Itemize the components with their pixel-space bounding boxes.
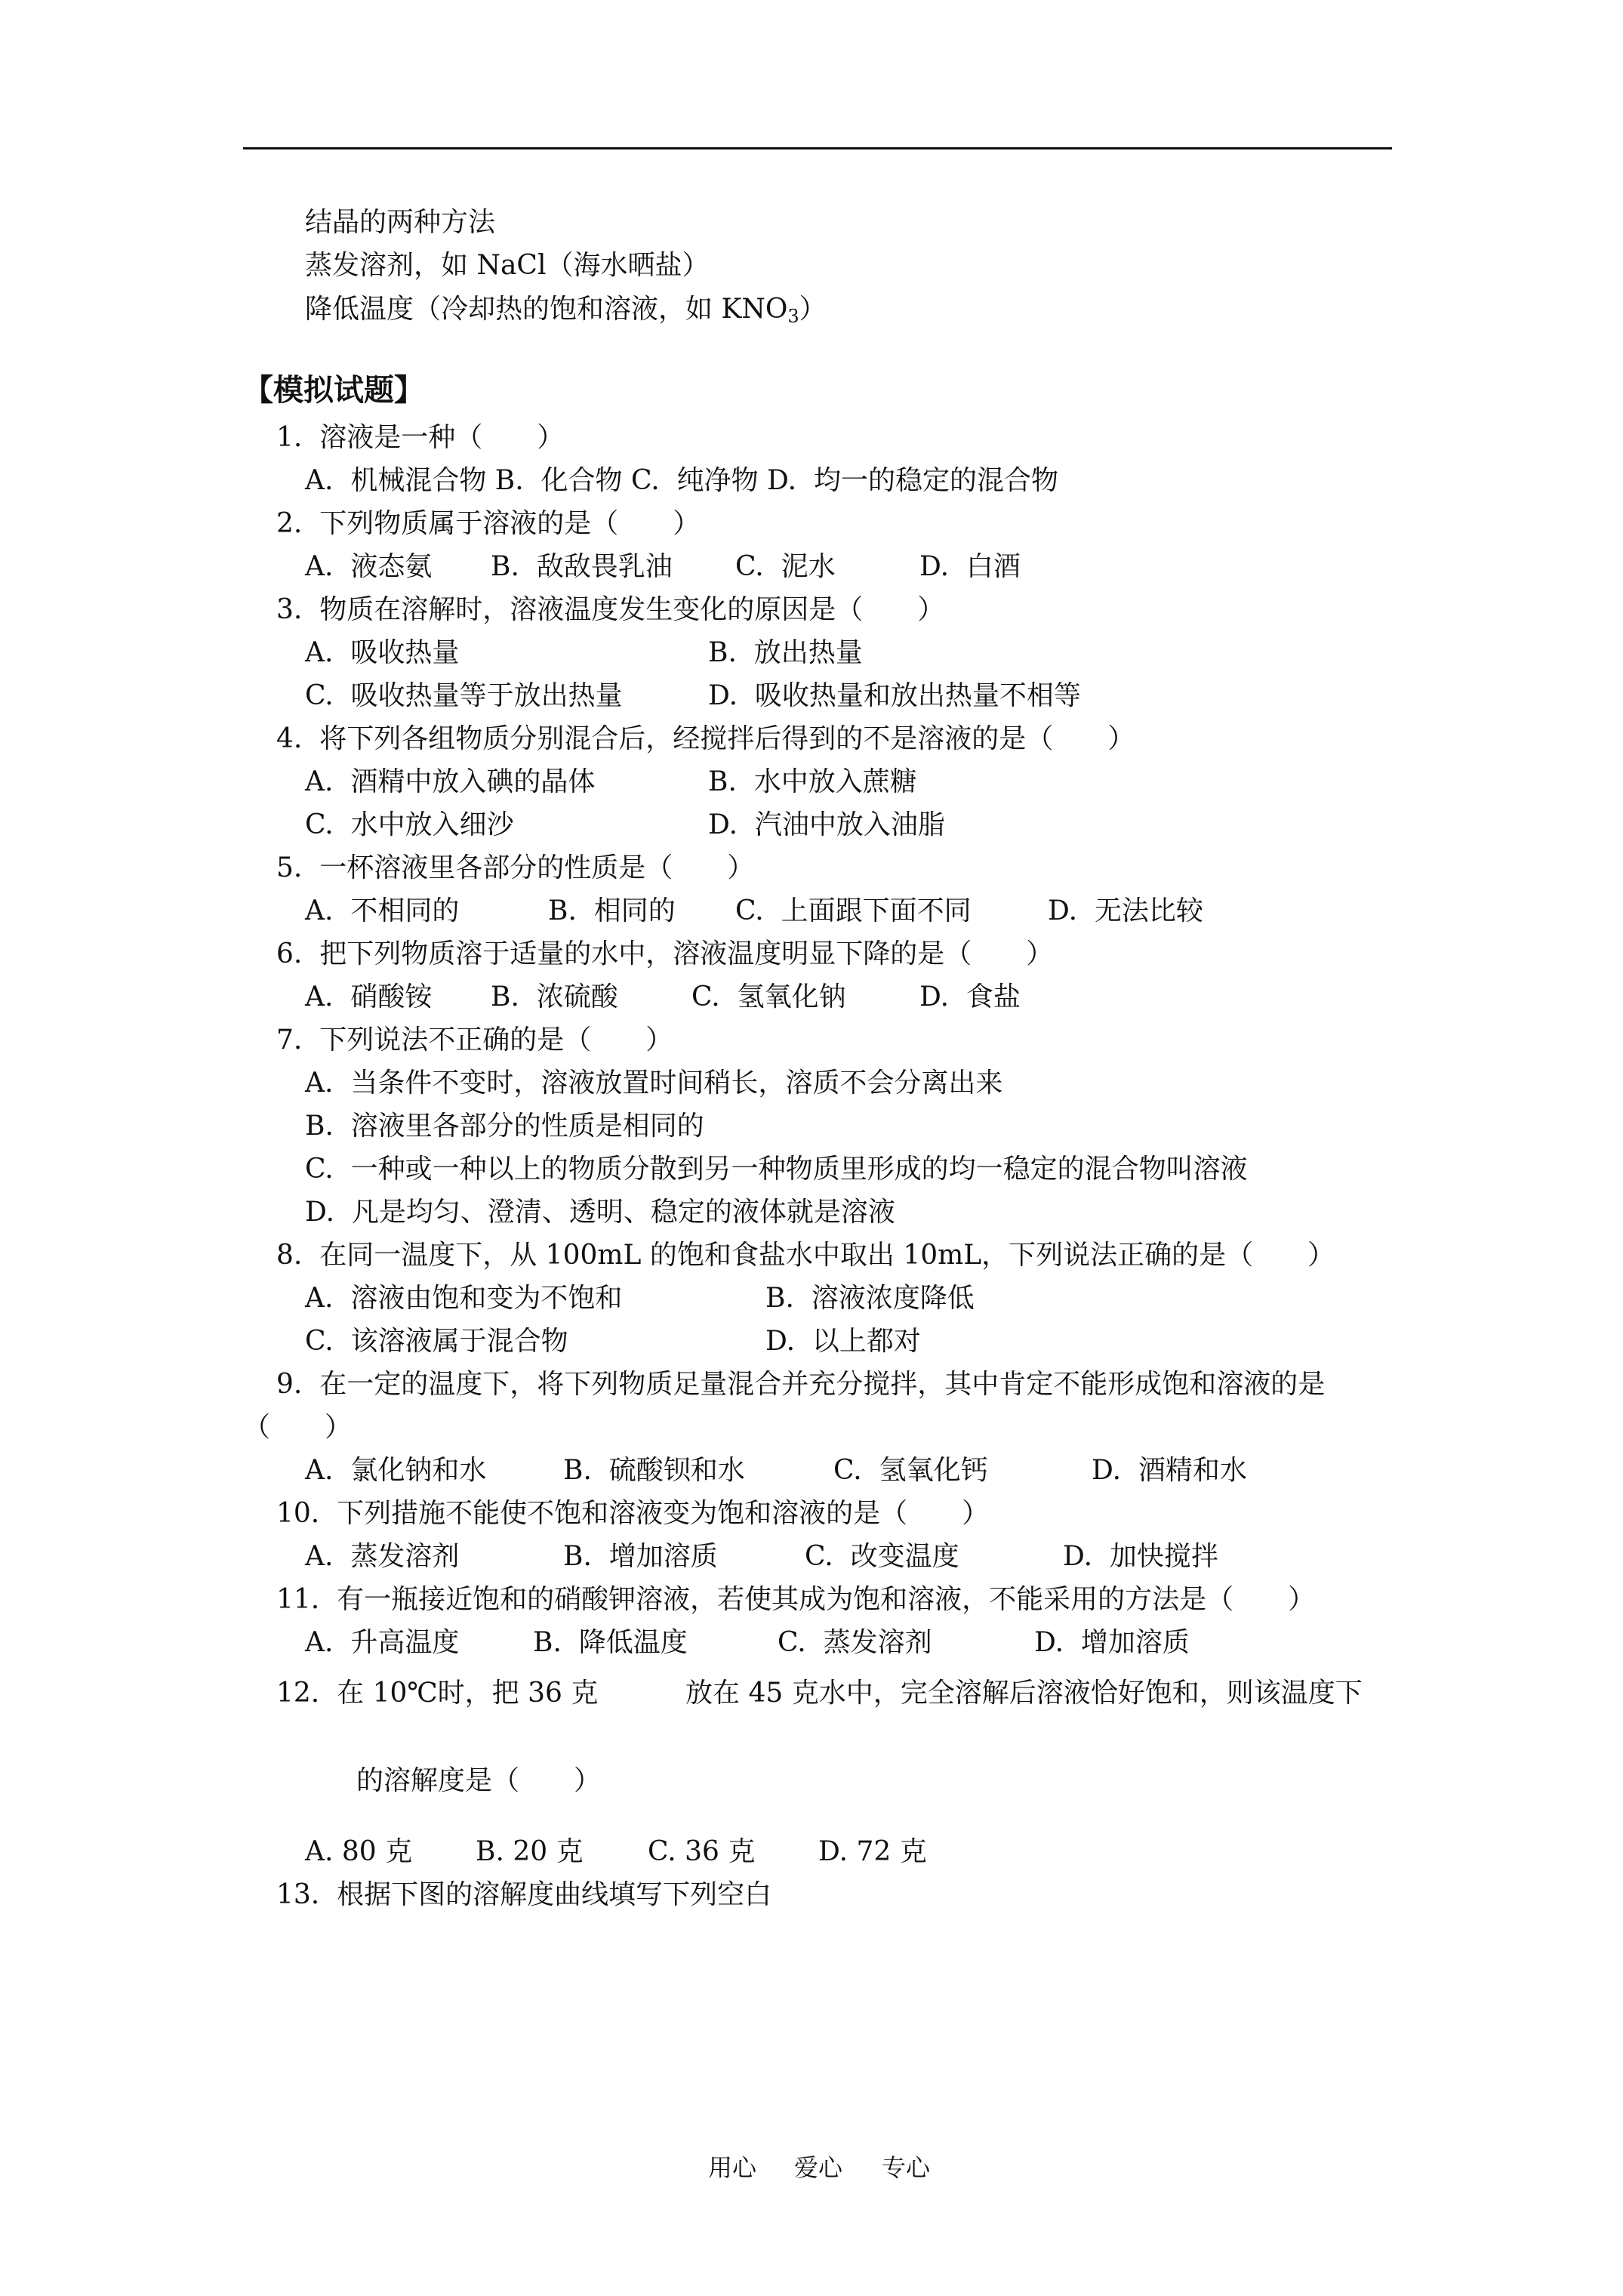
- question-7-option-a: A. 当条件不变时，溶液放置时间稍长，溶质不会分离出来: [305, 1068, 1003, 1099]
- question-6-option-b: B. 浓硫酸: [491, 982, 618, 1012]
- question-2-option-c: C. 泥水: [735, 551, 836, 582]
- header-rule: [243, 147, 1392, 149]
- intro-line-2: 蒸发溶剂，如 NaCl（海水晒盐）: [305, 250, 710, 281]
- question-8-option-c: C. 该溶液属于混合物: [305, 1326, 568, 1357]
- question-6-option-c: C. 氢氧化钠: [691, 982, 846, 1012]
- question-5-option-a: A. 不相同的: [305, 895, 460, 926]
- question-6-stem: 6. 把下列物质溶于适量的水中，溶液温度明显下降的是（ ）: [276, 938, 1054, 969]
- question-5-option-d: D. 无法比较: [1048, 895, 1203, 926]
- question-7-option-d: D. 凡是均匀、澄清、透明、稳定的液体就是溶液: [305, 1197, 895, 1228]
- intro-line-1: 结晶的两种方法: [305, 207, 496, 238]
- question-9-stem-continued: （ ）: [243, 1412, 353, 1443]
- question-1-stem: 1. 溶液是一种（ ）: [276, 422, 565, 453]
- question-5-option-c: C. 上面跟下面不同: [735, 895, 972, 926]
- question-3-option-c: C. 吸收热量等于放出热量: [305, 680, 623, 711]
- question-3-option-b: B. 放出热量: [708, 637, 863, 668]
- question-3-option-d: D. 吸收热量和放出热量不相等: [708, 680, 1081, 711]
- question-8-option-d: D. 以上都对: [765, 1326, 921, 1357]
- question-9-stem: 9. 在一定的温度下，将下列物质足量混合并充分搅拌，其中肯定不能形成饱和溶液的是: [276, 1369, 1326, 1400]
- question-4-option-d: D. 汽油中放入油脂: [708, 809, 945, 840]
- question-11-option-a: A. 升高温度: [305, 1627, 460, 1658]
- question-9-option-c: C. 氢氧化钙: [833, 1455, 988, 1486]
- question-5-stem: 5. 一杯溶液里各部分的性质是（ ）: [276, 852, 755, 883]
- question-10-option-d: D. 加快搅拌: [1063, 1541, 1218, 1572]
- footer-middle: 爱心: [794, 2153, 843, 2182]
- question-11-stem: 11. 有一瓶接近饱和的硝酸钾溶液，若使其成为饱和溶液，不能采用的方法是（ ）: [276, 1584, 1316, 1615]
- question-12-option-b: B. 20 克: [476, 1836, 584, 1867]
- question-2-option-a: A. 液态氨: [305, 551, 433, 582]
- question-9-option-a: A. 氯化钠和水: [305, 1455, 487, 1486]
- question-1-options: A. 机械混合物 B. 化合物 C. 纯净物 D. 均一的稳定的混合物: [305, 465, 1058, 496]
- question-7-option-c: C. 一种或一种以上的物质分散到另一种物质里形成的均一稳定的混合物叫溶液: [305, 1154, 1248, 1185]
- question-4-stem: 4. 将下列各组物质分别混合后，经搅拌后得到的不是溶液的是（ ）: [276, 723, 1135, 754]
- intro-line-3-close: ）: [799, 294, 827, 325]
- question-4-option-a: A. 酒精中放入碘的晶体: [305, 766, 596, 797]
- question-9-option-b: B. 硫酸钡和水: [563, 1455, 745, 1486]
- question-2-stem: 2. 下列物质属于溶液的是（ ）: [276, 508, 701, 539]
- question-12-stem: 12. 在 10℃时，把 36 克: [276, 1678, 599, 1709]
- question-8-option-a: A. 溶液由饱和变为不饱和: [305, 1283, 623, 1314]
- question-8-stem: 8. 在同一温度下，从 100mL 的饱和食盐水中取出 10mL，下列说法正确的是（ ）: [276, 1240, 1335, 1271]
- question-10-option-a: A. 蒸发溶剂: [305, 1541, 460, 1572]
- question-2-option-b: B. 敌敌畏乳油: [491, 551, 673, 582]
- question-3-option-a: A. 吸收热量: [305, 637, 460, 668]
- question-12-option-c: C. 36 克: [648, 1836, 756, 1867]
- intro-line-3: [305, 292, 827, 334]
- intro-line-3-text: 降低温度（冷却热的饱和溶液，如 KNO: [305, 294, 788, 325]
- question-11-option-b: B. 降低温度: [533, 1627, 688, 1658]
- footer-left: 用心: [708, 2153, 757, 2182]
- question-6-option-d: D. 食盐: [919, 982, 1021, 1012]
- question-5-option-b: B. 相同的: [548, 895, 676, 926]
- question-10-option-b: B. 增加溶质: [563, 1541, 718, 1572]
- question-12-option-d: D. 72 克: [818, 1836, 927, 1867]
- question-3-stem: 3. 物质在溶解时，溶液温度发生变化的原因是（ ）: [276, 594, 945, 625]
- question-10-option-c: C. 改变温度: [805, 1541, 959, 1572]
- question-4-option-c: C. 水中放入细沙: [305, 809, 514, 840]
- footer-right: 专心: [882, 2153, 931, 2182]
- question-6-option-a: A. 硝酸铵: [305, 982, 433, 1012]
- section-title: 【模拟试题】: [243, 373, 424, 408]
- question-7-option-b: B. 溶液里各部分的性质是相同的: [305, 1111, 704, 1142]
- subscript-3: 3: [787, 306, 799, 327]
- question-10-stem: 10. 下列措施不能使不饱和溶液变为饱和溶液的是（ ）: [276, 1498, 990, 1529]
- question-2-option-d: D. 白酒: [919, 551, 1021, 582]
- question-8-option-b: B. 溶液浓度降低: [765, 1283, 975, 1314]
- question-12-option-a: A. 80 克: [305, 1836, 413, 1867]
- question-7-stem: 7. 下列说法不正确的是（ ）: [276, 1025, 673, 1056]
- question-11-option-c: C. 蒸发溶剂: [778, 1627, 932, 1658]
- question-9-option-d: D. 酒精和水: [1092, 1455, 1247, 1486]
- question-12-stem-continued: 的溶解度是（ ）: [356, 1765, 602, 1796]
- question-4-option-b: B. 水中放入蔗糖: [708, 766, 917, 797]
- question-13-stem: 13. 根据下图的溶解度曲线填写下列空白: [276, 1879, 772, 1910]
- question-12-stem-middle: 放在 45 克水中，完全溶解后溶液恰好饱和，则该温度下: [685, 1678, 1363, 1709]
- question-11-option-d: D. 增加溶质: [1034, 1627, 1190, 1658]
